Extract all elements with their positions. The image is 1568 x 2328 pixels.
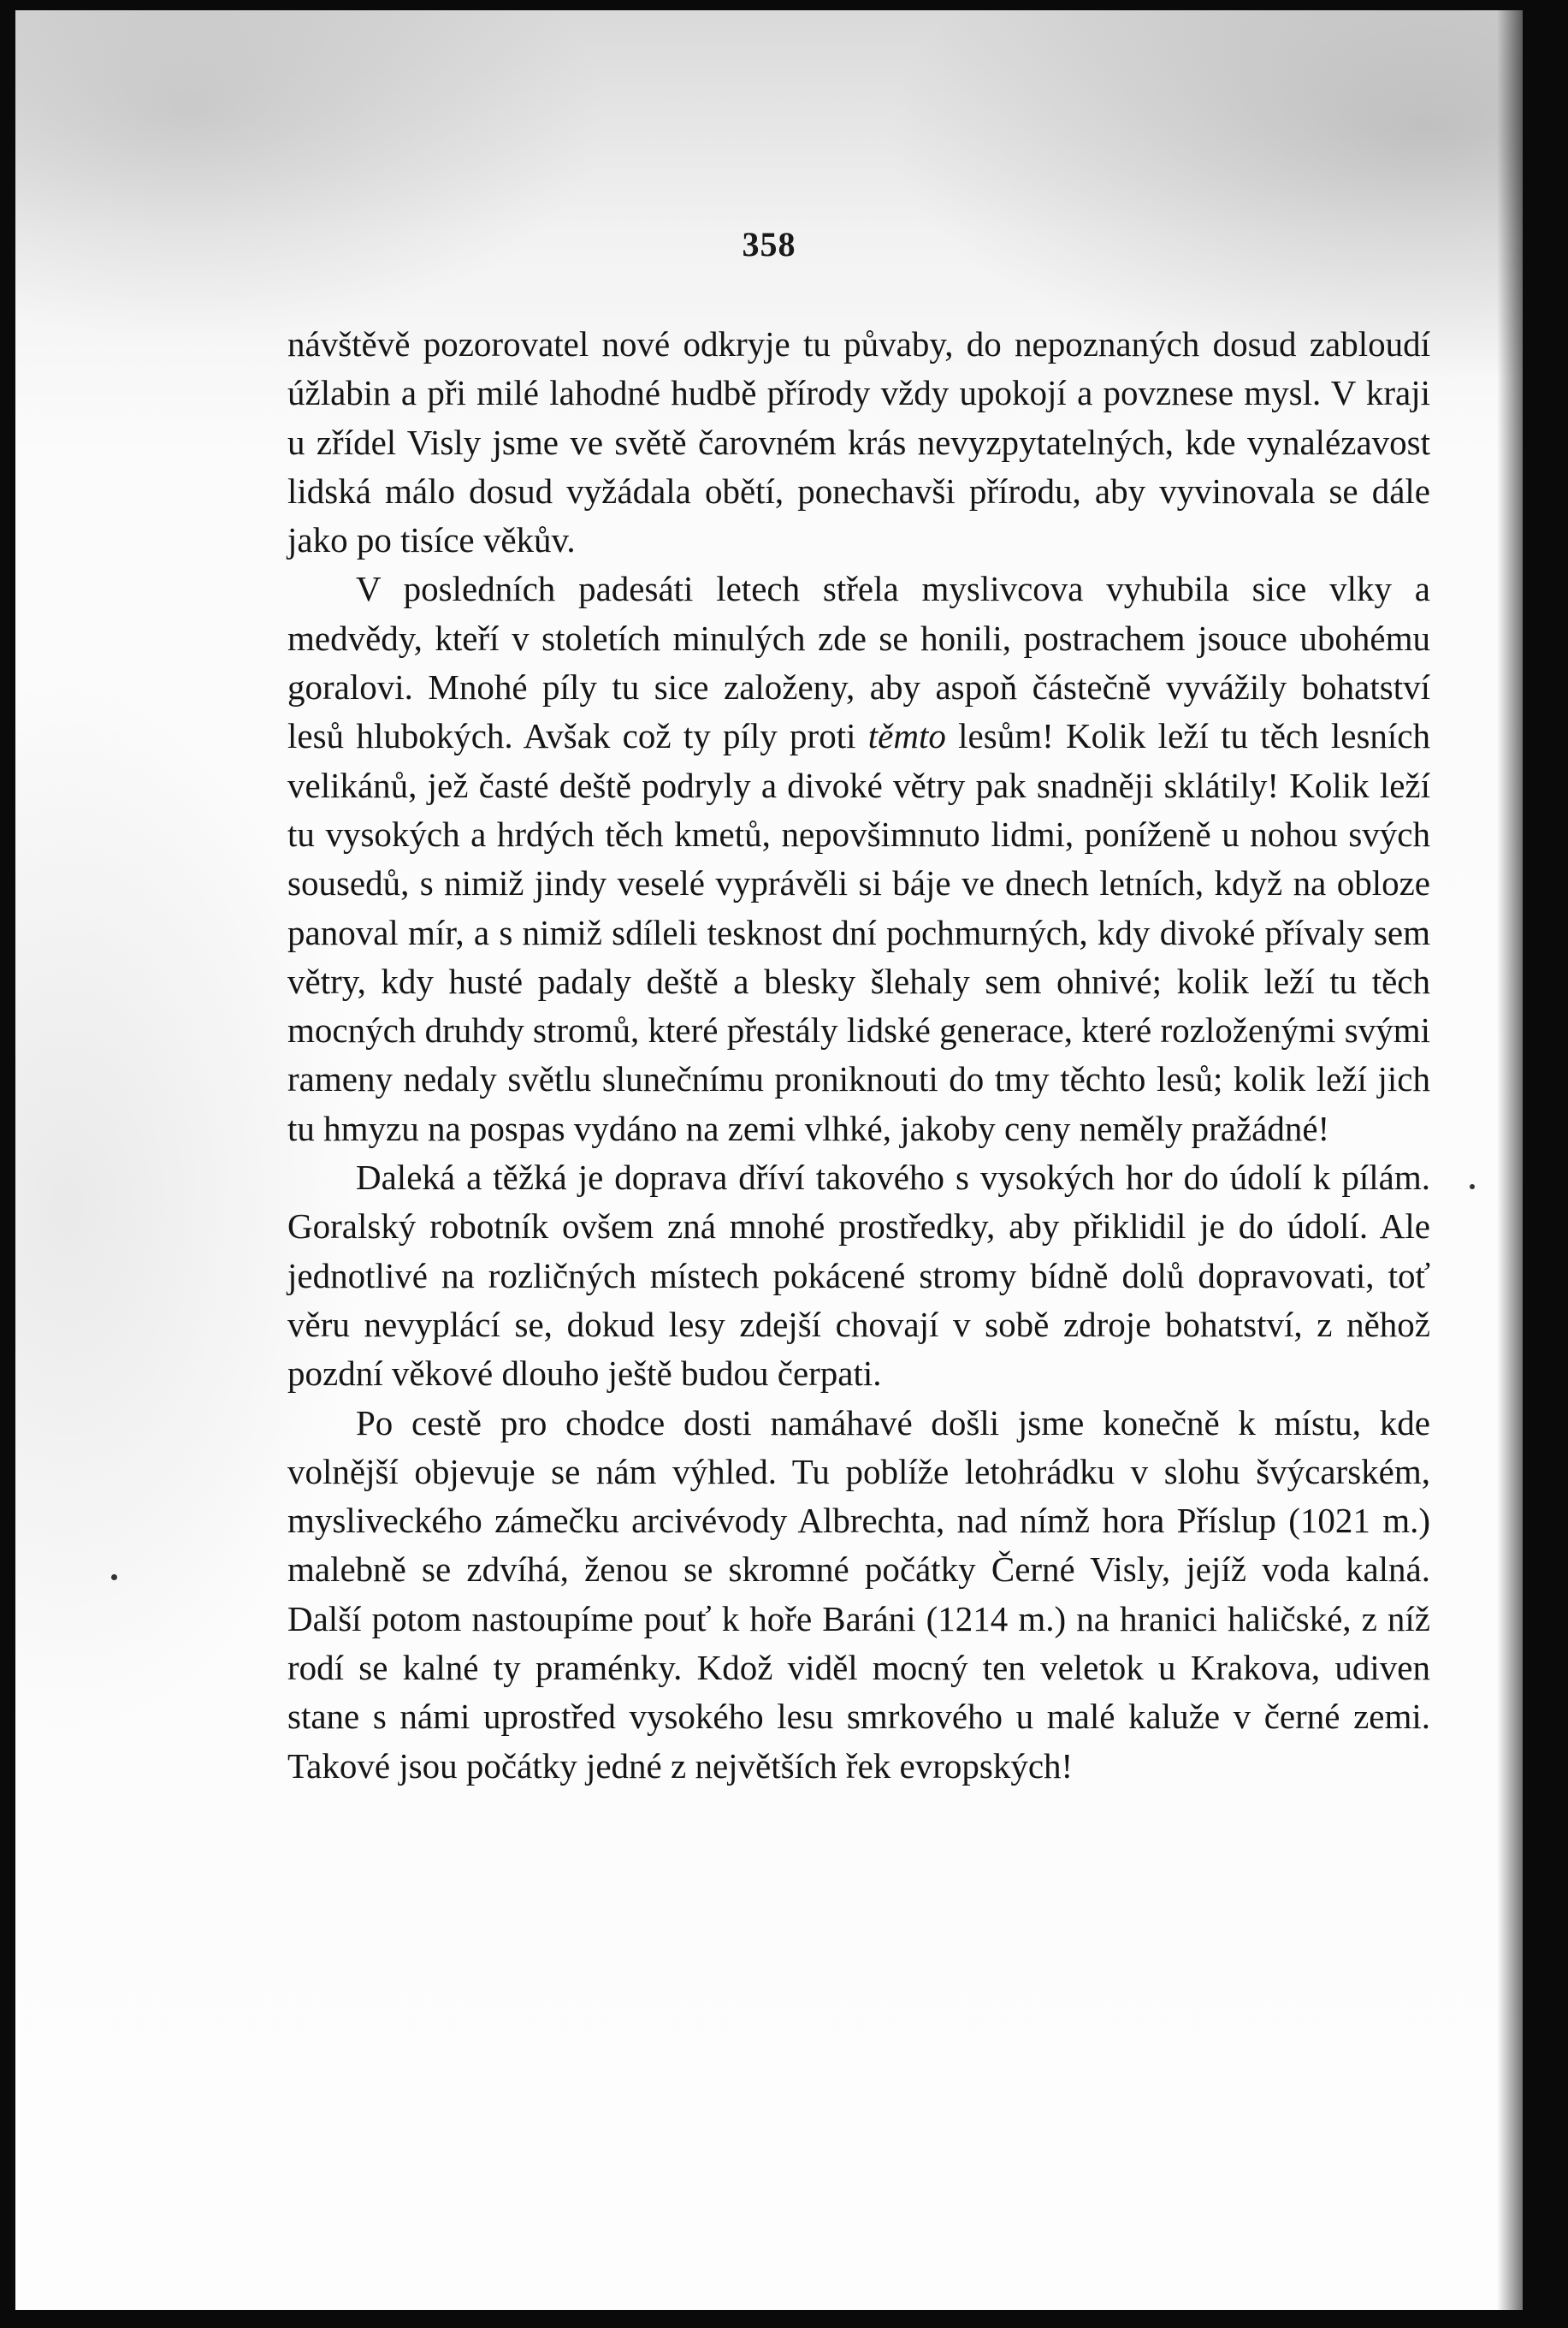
paragraph: [287, 1153, 1430, 1398]
paragraph-text: Daleká a těžká je doprava dříví takového s vysokých hor do údolí k pílám. Goralský robotník ovšem zná mnohé prostředky, aby přiklidil je do údolí. Ale jednotlivé na rozličných místech pokácené stromy bídně dolů dopravovati, toť věru nevyplácí se, dokud lesy zdejší chovají v sobě zdroje bohatství, z něhož pozdní věkové dlouho ještě budou čerpati.: [287, 1158, 1430, 1394]
page-edge-shadow: [1497, 10, 1523, 2310]
paragraph: [287, 320, 1430, 565]
paragraph-text: návštěvě pozorovatel nové odkryje tu půvaby, do nepoznaných dosud zabloudí úžlabin a při milé lahodné hudbě přírody vždy upokojí a povznese mysl. V kraji u zřídel Visly jsme ve světě čarovném krás nevyzpytatelných, kde vynalézavost lidská málo dosud vyžádala obětí, ponechavši přírodu, aby vyvinovala se dále jako po tisíce věkův.: [287, 324, 1430, 560]
paragraph: [287, 565, 1430, 1153]
book-page: [15, 10, 1523, 2310]
paper-speck: [1470, 1184, 1475, 1189]
paragraph-text: Po cestě pro chodce dosti namáhavé došli jsme konečně k místu, kde volnější objevuje se nám výhled. Tu poblíže letohrádku v slohu švýcarském, mysliveckého zámečku arcivévody Albrechta, nad nímž hora Příslup (1021 m.) malebně se zdvíhá, ženou se skromné počátky Černé Visly, jejíž voda kalná. Další potom nastoupíme pouť k hoře Baráni (1214 m.) na hranici haličské, z níž rodí se kalné ty praménky. Kdož viděl mocný ten veletok u Krakova, udiven stane s námi uprostřed vysokého lesu smrkového u malé kaluže v černé zemi. Takové jsou počátky jedné z největších řek evropských!: [287, 1402, 1430, 1786]
paragraph-text: V posledních padesáti letech střela myslivcova vyhubila sice vlky a medvědy, kteří v stoletích minulých zde se honili, postrachem jsouce ubohému goralovi. Mnohé píly tu sice založeny, aby aspoň částečně vyvážily bohatství lesů hlubokých. Avšak což ty píly proti: [287, 569, 1430, 756]
emphasis-text: těmto: [867, 716, 946, 756]
paragraph-text-continued: lesům! Kolik leží tu těch lesních velikánů, jež časté deště podryly a divoké větry pak snadněji sklátily! Kolik leží tu vysokých a hrdých těch kmetů, nepovšimnuto lidmi, poníženě u nohou svých sousedů, s nimiž jindy veselé vyprávěli si báje ve dnech letních, když na obloze panoval mír, a s nimiž sdíleli tesknost dní pochmurných, kdy divoké přívaly sem větry, kdy husté padaly deště a blesky šlehaly sem ohnivé; kolik leží tu těch mocných druhdy stromů, které přestály lidské generace, které rozloženými svými rameny nedaly světlu slunečnímu proniknouti do tmy těchto lesů; kolik leží jich tu hmyzu na pospas vydáno na zemi vlhké, jakoby ceny neměly pražádné!: [287, 716, 1430, 1148]
body-text: [287, 320, 1430, 1791]
paper-speck: [111, 1574, 117, 1580]
page-number: 358: [742, 225, 796, 264]
paragraph: [287, 1399, 1430, 1791]
